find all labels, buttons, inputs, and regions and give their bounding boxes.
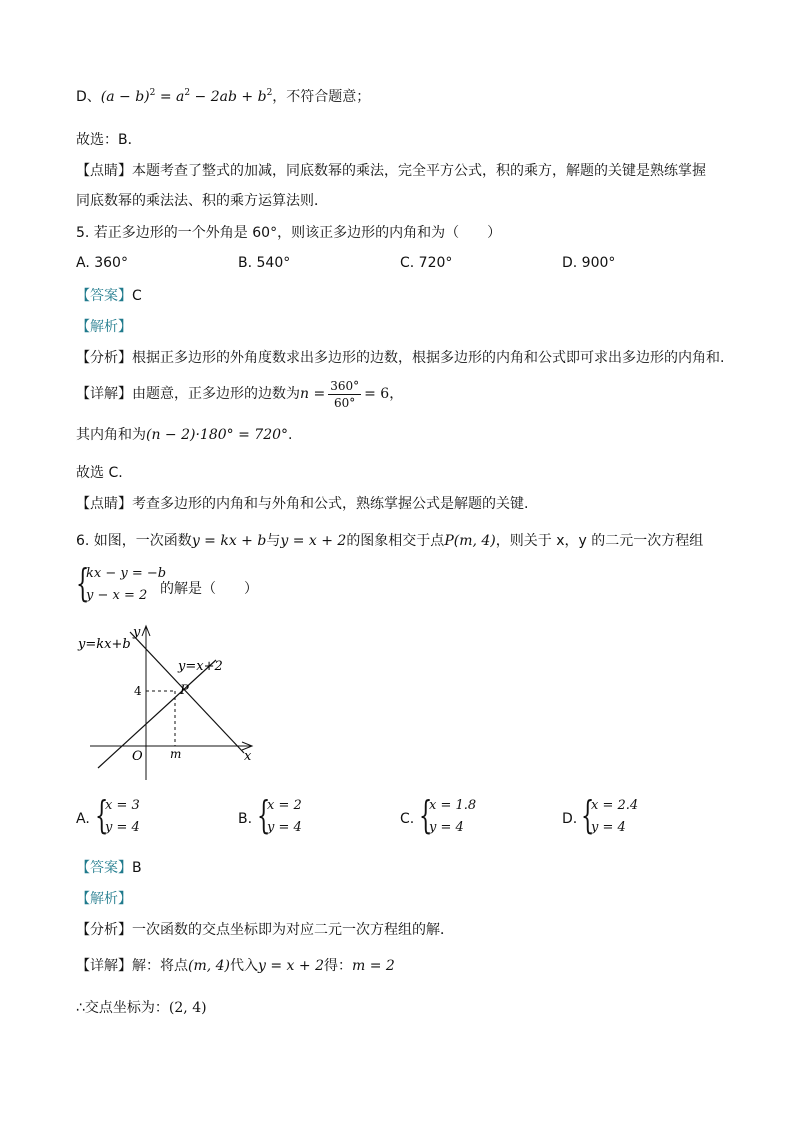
q6-answer xyxy=(76,858,142,878)
q5-choice: 故选 C. xyxy=(76,465,123,481)
q5-option-c: C. 720° xyxy=(400,255,453,271)
xiangjie-a: 解：将点 xyxy=(132,958,188,974)
dianjing-label: 【点睛】 xyxy=(76,163,132,179)
xiangjie-point: (m, 4) xyxy=(188,958,231,974)
answer-label: 【答案】 xyxy=(76,288,132,304)
q5-analysis xyxy=(76,317,132,337)
dianjing-text: 考查多边形的内角和与外角和公式，熟练掌握公式是解题的关键. xyxy=(132,496,529,512)
q6-stem xyxy=(76,531,703,551)
xiangjie-function: y = x + 2 xyxy=(258,958,324,974)
option-y: y = 4 xyxy=(105,820,140,835)
function-1: y = kx + b xyxy=(191,533,267,549)
stem-c: 的图象相交于点 xyxy=(346,533,445,549)
exponent: 2 xyxy=(266,88,273,98)
exponent: 2 xyxy=(149,88,156,98)
q6-option-d xyxy=(581,793,661,844)
sum-suffix: . xyxy=(288,427,293,443)
xiangjie-result: m = 2 xyxy=(352,958,395,974)
label-point-p: P xyxy=(180,683,189,698)
q6-intersection xyxy=(76,998,207,1018)
dianjing-label: 【点睛】 xyxy=(76,496,132,512)
q4-dianjing xyxy=(76,161,706,181)
fraction-result: = 6， xyxy=(364,386,404,402)
dianjing-text: 本题考查了整式的加减，同底数幂的乘法，完全平方公式，积的乘方，解题的关键是熟练掌握 xyxy=(132,163,706,179)
q6-xiangjie xyxy=(76,956,395,976)
xiangjie-b: 代入 xyxy=(230,958,259,974)
label-origin: O xyxy=(132,749,143,764)
sum-math: (n − 2)·180° = 720° xyxy=(146,427,289,443)
q6-option-b-letter: B. xyxy=(238,811,253,827)
math-mid: − 2ab + b xyxy=(190,89,267,105)
q6-graph xyxy=(70,618,270,788)
q5-stem: 5. 若正多边形的一个外角是 60°，则该正多边形的内角和为（ ） xyxy=(76,225,502,241)
fraction-denominator: 60° xyxy=(334,395,356,410)
q5-fenxi xyxy=(76,348,724,368)
option-x: x = 2.4 xyxy=(591,798,639,813)
function-2: y = x + 2 xyxy=(280,533,347,549)
q6-option-b xyxy=(257,793,337,844)
answer-label: 【答案】 xyxy=(76,860,132,876)
sum-prefix: 其内角和为 xyxy=(76,427,146,443)
q5-option-b: B. 540° xyxy=(238,255,291,271)
math-eq: = a xyxy=(155,89,185,105)
option-x: x = 2 xyxy=(267,798,302,813)
q6-equation-system xyxy=(76,561,167,612)
stem-a: 6. 如图，一次函数 xyxy=(76,533,192,549)
option-letter: D、 xyxy=(76,89,101,105)
q6-option-a-letter: A. xyxy=(76,811,90,827)
intersection-point: (2, 4) xyxy=(168,1000,207,1016)
analysis-label: 【解析】 xyxy=(76,319,132,335)
q6-option-d-letter: D. xyxy=(562,811,578,827)
label-y: y xyxy=(133,625,141,640)
fenxi-text: 根据正多边形的外角度数求出多边形的边数，根据多边形的内角和公式即可求出多边形的内角和. xyxy=(132,350,725,366)
math-lhs: (a − b) xyxy=(100,89,150,105)
line-x-plus-2 xyxy=(98,660,216,768)
label-x-plus-2: y=x+2 xyxy=(178,659,223,674)
fenxi-text: 一次函数的交点坐标即为对应二元一次方程组的解． xyxy=(132,922,454,938)
brace: { xyxy=(95,793,109,837)
stem-d: ，则关于 x，y 的二元一次方程组 xyxy=(495,533,704,549)
q6-option-c-letter: C. xyxy=(400,811,415,827)
q5-xiangjie xyxy=(76,376,403,412)
analysis-label: 【解析】 xyxy=(76,891,132,907)
option-x: x = 3 xyxy=(105,798,140,813)
intersection-prefix: ∴交点坐标为： xyxy=(76,1000,169,1016)
q5-sum-line xyxy=(76,425,292,445)
exponent: 2 xyxy=(184,88,191,98)
q5-option-d: D. 900° xyxy=(562,255,616,271)
label-kx-plus-b: y=kx+b xyxy=(78,637,131,652)
fraction xyxy=(328,378,361,411)
equation-2: y − x = 2 xyxy=(86,588,148,603)
q6-analysis xyxy=(76,889,132,909)
option-d-line xyxy=(76,87,370,109)
q6-option-c xyxy=(419,793,499,844)
option-x: x = 1.8 xyxy=(429,798,477,813)
answer-value: B xyxy=(132,860,142,876)
q4-choice: 故选：B． xyxy=(76,132,142,148)
q6-stem-tail: 的解是（ ） xyxy=(160,581,258,597)
brace: { xyxy=(581,793,595,837)
fraction-numerator: 360° xyxy=(330,378,360,393)
suffix-text: ，不符合题意； xyxy=(272,89,371,105)
xiangjie-text: 由题意，正多边形的边数为 xyxy=(132,386,300,402)
q6-fenxi xyxy=(76,920,454,940)
option-y: y = 4 xyxy=(267,820,302,835)
xiangjie-label: 【详解】 xyxy=(76,386,132,402)
xiangjie-label: 【详解】 xyxy=(76,958,132,974)
equation-1: kx − y = −b xyxy=(86,566,167,581)
fenxi-label: 【分析】 xyxy=(76,350,132,366)
n-eq: n = xyxy=(300,386,326,402)
xiangjie-c: 得： xyxy=(324,958,352,974)
label-tick-m: m xyxy=(170,747,182,761)
q5-option-a: A. 360° xyxy=(76,255,128,271)
option-y: y = 4 xyxy=(591,820,626,835)
q5-answer xyxy=(76,286,142,306)
brace: { xyxy=(419,793,433,837)
point-p: P(m, 4) xyxy=(444,533,496,549)
q6-option-a xyxy=(95,793,175,844)
q5-dianjing xyxy=(76,494,528,514)
fenxi-label: 【分析】 xyxy=(76,922,132,938)
option-y: y = 4 xyxy=(429,820,464,835)
answer-value: C xyxy=(132,288,142,304)
stem-b: 与 xyxy=(266,533,281,549)
brace: { xyxy=(76,561,90,605)
brace: { xyxy=(257,793,271,837)
label-x: x xyxy=(244,749,252,764)
label-tick-4: 4 xyxy=(134,684,142,698)
q4-dianjing-cont: 同底数幂的乘法法、积的乘方运算法则． xyxy=(76,193,328,209)
